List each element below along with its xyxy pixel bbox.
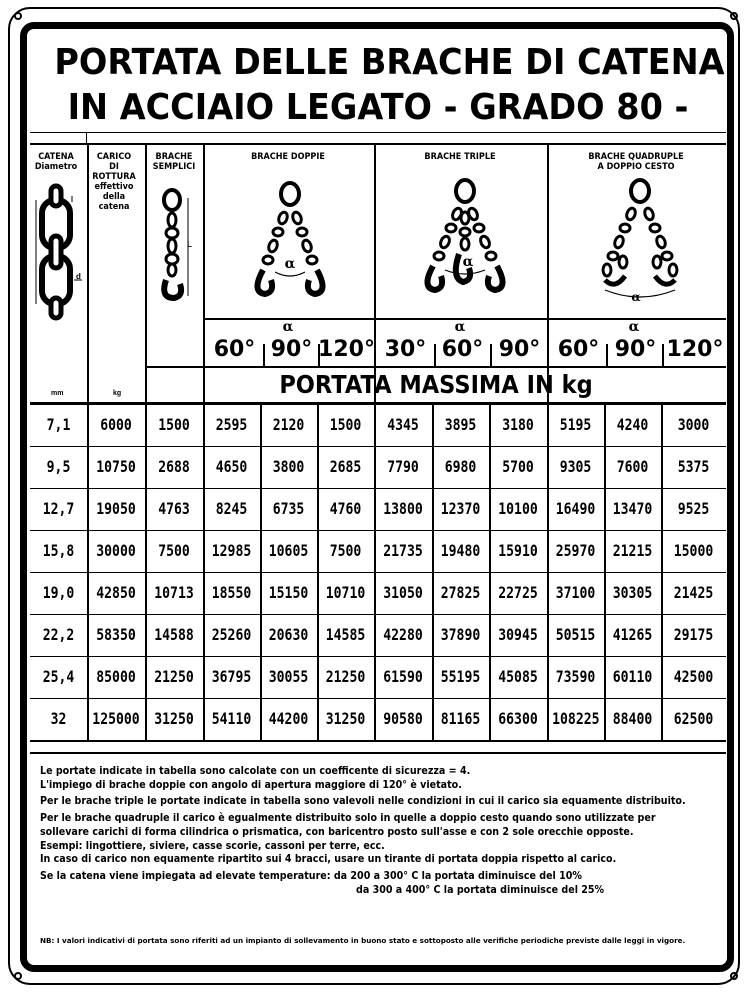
double-sling-diagram	[245, 180, 335, 305]
note-line: Esempi: lingottiere, siviere, casse scorie, cassoni per terre, ecc.	[40, 839, 385, 852]
cell-capacity: 37100	[555, 583, 596, 602]
cell-capacity: 13470	[612, 499, 653, 518]
cell-capacity: 50515	[555, 625, 596, 644]
column-divider	[547, 404, 549, 740]
cell-capacity: 10710	[325, 583, 366, 602]
cell-capacity: 2688	[158, 457, 190, 476]
quadruple-sling-diagram	[595, 178, 685, 308]
header-brache-quadruple: BRACHE QUADRUPLE A DOPPIO CESTO	[588, 152, 684, 172]
cell-capacity: 9525	[677, 499, 710, 518]
label-d-top: d	[58, 186, 63, 195]
note-line: sollevare carichi di forma cilindrica o prismatica, con baricentro posto sull'asse e con 2 sole orecchie opposte.	[40, 825, 634, 838]
cell-capacity: 61590	[383, 667, 423, 686]
cell-capacity: 4763	[158, 499, 190, 518]
cell-capacity: 6980	[444, 457, 477, 476]
cell-capacity: 1500	[158, 415, 190, 434]
cell-capacity: 42280	[383, 625, 423, 644]
cell-breaking-load: 125000	[92, 709, 140, 728]
cell-breaking-load: 42850	[96, 583, 136, 602]
label-d-side: d	[76, 272, 81, 281]
cell-capacity: 20630	[268, 625, 309, 644]
alpha-quadruple-angles: α	[628, 319, 640, 335]
chain-link-diagram	[30, 180, 86, 325]
header-brache-semplici: BRACHE SEMPLICI	[152, 152, 196, 172]
unit-mm: mm	[51, 390, 64, 397]
cell-capacity: 90580	[383, 709, 423, 728]
cell-capacity: 37890	[440, 625, 481, 644]
cell-capacity: 5195	[559, 415, 592, 434]
rule	[145, 366, 726, 368]
cell-diameter: 19,0	[42, 583, 75, 602]
column-divider	[604, 404, 606, 740]
rule	[30, 143, 726, 145]
header-catena: CATENA Diametro	[34, 152, 78, 172]
rule	[30, 752, 726, 754]
title-line-2: IN ACCIAIO LEGATO - GRADO 80 -	[67, 87, 689, 128]
cell-capacity: 2595	[215, 415, 248, 434]
alpha-label-triple: α	[462, 254, 474, 270]
cell-breaking-load: 6000	[100, 415, 132, 434]
cell-capacity: 31250	[325, 709, 366, 728]
column-divider	[203, 404, 205, 740]
single-sling-diagram	[152, 188, 200, 308]
cell-capacity: 21425	[673, 583, 714, 602]
cell-capacity: 14585	[325, 625, 366, 644]
cell-breaking-load: 30000	[96, 541, 136, 560]
cell-capacity: 18550	[211, 583, 252, 602]
label-L: L	[187, 240, 192, 249]
cell-capacity: 29175	[673, 625, 714, 644]
cell-capacity: 8245	[215, 499, 248, 518]
cell-capacity: 2685	[329, 457, 362, 476]
title-line-1: PORTATA DELLE BRACHE DI CATENA	[54, 42, 725, 83]
page-title	[54, 40, 725, 130]
angle-doppie-60: 60°	[213, 337, 256, 362]
cell-capacity: 12985	[211, 541, 252, 560]
column-divider	[661, 404, 663, 740]
cell-capacity: 21735	[383, 541, 423, 560]
cell-capacity: 15150	[268, 583, 309, 602]
note-line: Se la catena viene impiegata ad elevate temperature: da 200 a 300° C la portata diminuisce del 10%	[40, 869, 582, 882]
cell-capacity: 6735	[272, 499, 305, 518]
cell-diameter: 12,7	[42, 499, 75, 518]
angle-doppie-90: 90°	[270, 337, 313, 362]
cell-capacity: 16490	[555, 499, 596, 518]
cell-capacity: 60110	[612, 667, 653, 686]
cell-capacity: 44200	[268, 709, 309, 728]
cell-capacity: 15910	[498, 541, 538, 560]
cell-capacity: 10605	[268, 541, 309, 560]
mounting-hole	[730, 972, 738, 980]
cell-capacity: 25970	[555, 541, 596, 560]
cell-capacity: 36795	[211, 667, 252, 686]
cell-capacity: 55195	[440, 667, 481, 686]
cell-capacity: 21250	[154, 667, 194, 686]
column-divider	[87, 404, 89, 740]
cell-capacity: 30945	[498, 625, 538, 644]
cell-diameter: 9,5	[46, 457, 71, 476]
column-divider	[260, 404, 262, 740]
cell-capacity: 14588	[154, 625, 194, 644]
mounting-hole	[14, 12, 22, 20]
cell-capacity: 10100	[498, 499, 538, 518]
mounting-hole	[730, 12, 738, 20]
unit-kg: kg	[113, 390, 122, 397]
cell-capacity: 4650	[215, 457, 248, 476]
notes-block	[40, 765, 720, 897]
cell-capacity: 13800	[383, 499, 423, 518]
cell-capacity: 7500	[158, 541, 190, 560]
cell-capacity: 25260	[211, 625, 252, 644]
cell-capacity: 2120	[272, 415, 305, 434]
cell-capacity: 7600	[616, 457, 649, 476]
cell-capacity: 4240	[616, 415, 649, 434]
note-line: In caso di carico non equamente ripartito sui 4 bracci, usare un tirante di portata doppia rispetto al carico.	[40, 853, 617, 866]
cell-capacity: 5700	[502, 457, 534, 476]
cell-capacity: 88400	[612, 709, 653, 728]
cell-breaking-load: 10750	[96, 457, 136, 476]
angle-triple-90: 90°	[498, 337, 541, 362]
cell-capacity: 12370	[440, 499, 481, 518]
cell-capacity: 108225	[552, 709, 600, 728]
angle-quadruple-60: 60°	[557, 337, 600, 362]
note-line: Le portate indicate in tabella sono calcolate con un coefficente di sicurezza = 4.	[40, 765, 471, 777]
cell-capacity: 42500	[673, 667, 714, 686]
header-brache-triple: BRACHE TRIPLE	[424, 152, 496, 162]
note-line: Per le brache triple le portate indicate in tabella sono valevoli nelle condizioni in cui il carico sia equamente distribuito.	[40, 795, 686, 808]
cell-capacity: 9305	[559, 457, 592, 476]
angle-doppie-120: 120°	[318, 337, 375, 362]
nb-footnote: NB: I valori indicativi di portata sono riferiti ad un impianto di sollevamento in buono stato e sottoposto alle verifiche periodiche previste dalle leggi in vigore.	[40, 936, 686, 945]
column-divider	[547, 145, 549, 403]
column-divider	[374, 145, 376, 403]
cell-capacity: 15000	[673, 541, 714, 560]
cell-diameter: 22,2	[42, 625, 75, 644]
cell-capacity: 5375	[677, 457, 710, 476]
column-divider	[145, 404, 147, 740]
portata-massima-heading: PORTATA MASSIMA IN kg	[279, 370, 593, 399]
column-divider	[374, 404, 376, 740]
cell-capacity: 3800	[272, 457, 305, 476]
column-divider	[203, 145, 205, 403]
cell-capacity: 22725	[498, 583, 538, 602]
cell-capacity: 31250	[154, 709, 194, 728]
column-divider	[432, 404, 434, 740]
header-carico-rottura: CARICO DI ROTTURA effettivo della catena	[92, 152, 136, 212]
rule	[30, 132, 726, 133]
cell-capacity: 54110	[211, 709, 252, 728]
alpha-label-doppie: α	[284, 256, 296, 272]
column-divider	[489, 404, 491, 740]
cell-capacity: 30305	[612, 583, 653, 602]
cell-breaking-load: 58350	[96, 625, 136, 644]
alpha-triple-angles: α	[454, 319, 466, 335]
angle-quadruple-90: 90°	[614, 337, 657, 362]
cell-capacity: 81165	[440, 709, 481, 728]
cell-capacity: 3895	[444, 415, 477, 434]
row-divider	[30, 740, 726, 742]
note-line: Per le brache quadruple il carico è egualmente distribuito solo in quelle a doppio cesto quando sono utilizzate per	[40, 812, 656, 825]
cell-capacity: 1500	[329, 415, 362, 434]
cell-breaking-load: 85000	[96, 667, 136, 686]
cell-capacity: 4760	[329, 499, 362, 518]
cell-capacity: 62500	[673, 709, 714, 728]
angle-triple-30: 30°	[384, 337, 427, 362]
cell-capacity: 19480	[440, 541, 481, 560]
cell-breaking-load: 19050	[96, 499, 136, 518]
cell-capacity: 41265	[612, 625, 653, 644]
cell-diameter: 7,1	[46, 415, 71, 434]
cell-capacity: 27825	[440, 583, 481, 602]
angle-quadruple-120: 120°	[666, 337, 724, 362]
cell-capacity: 66300	[498, 709, 538, 728]
header-brache-doppie: BRACHE DOPPIE	[251, 152, 325, 162]
angle-triple-60: 60°	[441, 337, 484, 362]
cell-capacity: 7500	[329, 541, 362, 560]
alpha-doppie-angles: α	[282, 319, 294, 335]
column-divider	[86, 132, 87, 143]
cell-capacity: 3180	[502, 415, 534, 434]
cell-capacity: 7790	[387, 457, 419, 476]
cell-capacity: 30055	[268, 667, 309, 686]
alpha-label-quadruple: α	[631, 290, 641, 304]
cell-diameter: 32	[50, 709, 67, 728]
cell-capacity: 21250	[325, 667, 366, 686]
cell-capacity: 31050	[383, 583, 423, 602]
mounting-hole	[14, 972, 22, 980]
cell-capacity: 10713	[154, 583, 194, 602]
cell-capacity: 21215	[612, 541, 653, 560]
triple-sling-diagram	[415, 178, 515, 303]
cell-diameter: 15,8	[42, 541, 75, 560]
cell-capacity: 3000	[677, 415, 710, 434]
cell-capacity: 45085	[498, 667, 538, 686]
note-line: da 300 a 400° C la portata diminuisce del 25%	[356, 883, 605, 896]
column-divider	[145, 145, 147, 403]
note-line: L'impiego di brache doppie con angolo di apertura maggiore di 120° è vietato.	[40, 778, 462, 791]
cell-capacity: 4345	[387, 415, 419, 434]
column-divider	[317, 404, 319, 740]
cell-diameter: 25,4	[42, 667, 75, 686]
cell-capacity: 73590	[555, 667, 596, 686]
